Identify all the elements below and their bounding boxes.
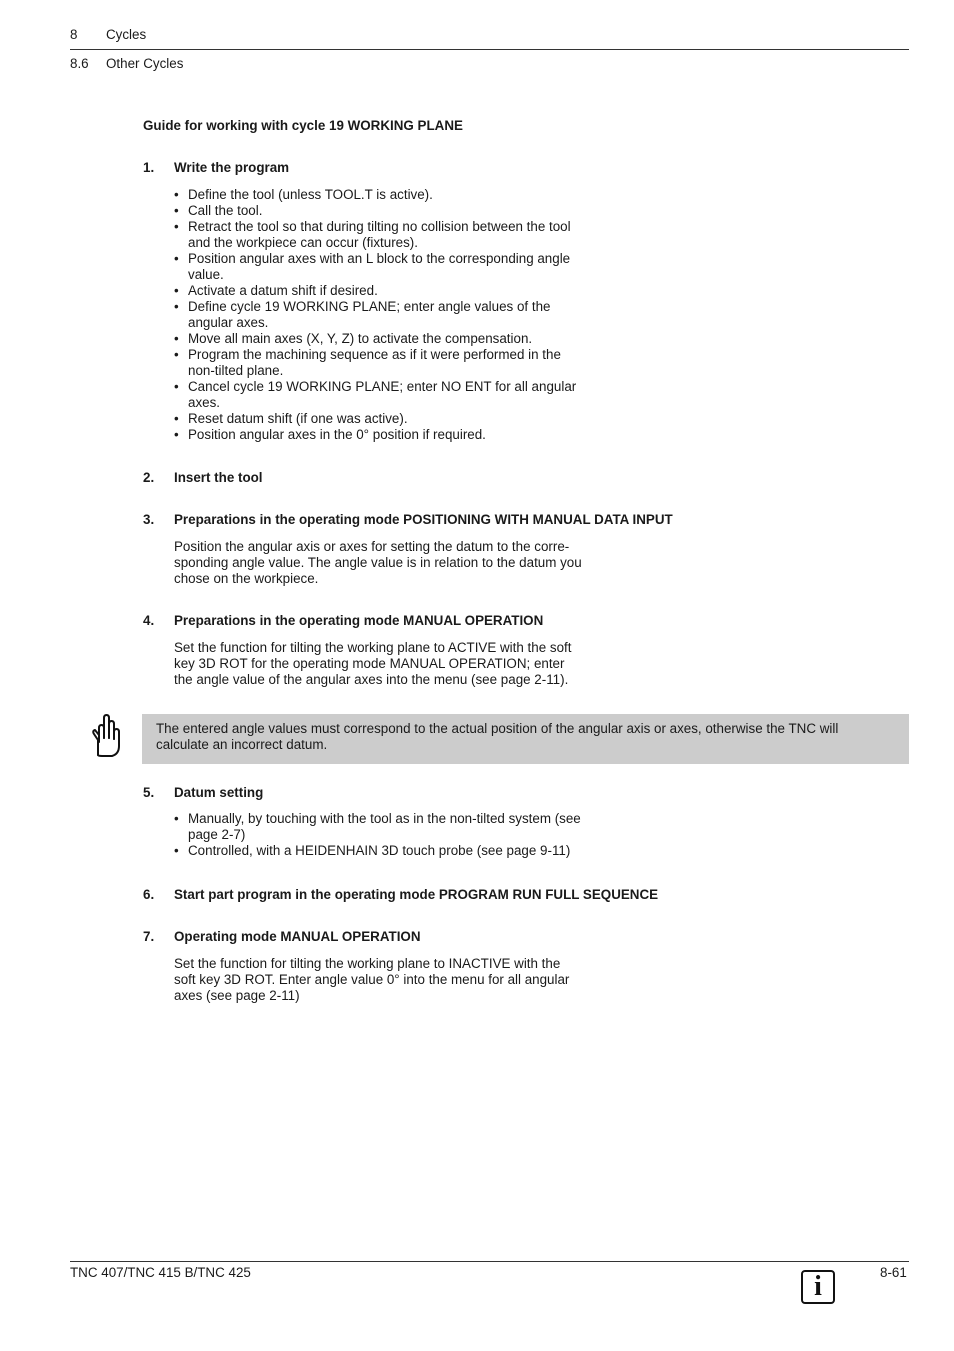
- list-item: • Position angular axes in the 0° position if required.: [174, 427, 634, 443]
- list-item: • Cancel cycle 19 WORKING PLANE; enter NO ENT for all angular axes.: [174, 379, 634, 411]
- step-title: Insert the tool: [174, 470, 263, 485]
- info-icon: i: [801, 1270, 835, 1304]
- pointing-hand-icon: [90, 714, 122, 760]
- step-number: 5.: [143, 785, 155, 800]
- list-item: • Call the tool.: [174, 203, 634, 219]
- step-5-bullet-list: [174, 811, 634, 859]
- step-title: Preparations in the operating mode POSITIONING WITH MANUAL DATA INPUT: [174, 512, 673, 527]
- step-number: 1.: [143, 160, 155, 175]
- footer-model: TNC 407/TNC 415 B/TNC 425: [70, 1265, 251, 1280]
- step-title: Start part program in the operating mode PROGRAM RUN FULL SEQUENCE: [174, 887, 659, 902]
- header-rule: [70, 49, 909, 50]
- running-header-section: [70, 56, 183, 72]
- chapter-title: Cycles: [106, 27, 147, 42]
- list-item: • Define cycle 19 WORKING PLANE; enter angle values of the angular axes.: [174, 299, 634, 331]
- step-number: 3.: [143, 512, 155, 527]
- step-number: 6.: [143, 887, 155, 902]
- list-item: • Program the machining sequence as if it were performed in the non-tilted plane.: [174, 347, 634, 379]
- step-number: 2.: [143, 470, 155, 485]
- step-title: Datum setting: [174, 785, 264, 800]
- list-item: • Move all main axes (X, Y, Z) to activate the compensation.: [174, 331, 634, 347]
- step-number: 7.: [143, 929, 155, 944]
- footer-rule: [70, 1261, 909, 1262]
- note-text: The entered angle values must correspond to the actual position of the angular axis or axes, otherwise the TNC will calculate an incorrect datum.: [156, 721, 839, 752]
- guide-title: Guide for working with cycle 19 WORKING PLANE: [143, 118, 463, 133]
- list-item: • Controlled, with a HEIDENHAIN 3D touch probe (see page 9-11): [174, 843, 634, 859]
- running-header-chapter: [70, 27, 146, 43]
- list-item: • Reset datum shift (if one was active).: [174, 411, 634, 427]
- step-title: Operating mode MANUAL OPERATION: [174, 929, 421, 944]
- page-number: 8-61: [880, 1265, 907, 1280]
- list-item: • Define the tool (unless TOOL.T is active).: [174, 187, 634, 203]
- section-title: Other Cycles: [106, 56, 184, 71]
- step-4-paragraph: Set the function for tilting the working plane to ACTIVE with the soft key 3D ROT for the operating mode MANUAL OPERATION; enter the angle value of the angular axes into the menu (see page 2-11).: [174, 640, 572, 687]
- step-1-bullet-list: [174, 187, 634, 443]
- note-box: [142, 714, 909, 764]
- list-item: • Retract the tool so that during tilting no collision between the tool and the workpiece can occur (fixtures).: [174, 219, 634, 251]
- section-number: 8.6: [70, 56, 89, 71]
- step-3-paragraph: Position the angular axis or axes for setting the datum to the corre- sponding angle value. The angle value is in relation to the datum you chose on the workpiece.: [174, 539, 582, 586]
- step-7-paragraph: Set the function for tilting the working plane to INACTIVE with the soft key 3D ROT. Enter angle value 0° into the menu for all angular axes (see page 2-11): [174, 956, 570, 1003]
- step-title: Preparations in the operating mode MANUAL OPERATION: [174, 613, 544, 628]
- step-number: 4.: [143, 613, 155, 628]
- list-item: • Manually, by touching with the tool as in the non-tilted system (see page 2-7): [174, 811, 634, 843]
- chapter-number: 8: [70, 27, 78, 42]
- step-title: Write the program: [174, 160, 290, 175]
- list-item: • Position angular axes with an L block to the corresponding angle value.: [174, 251, 634, 283]
- list-item: • Activate a datum shift if desired.: [174, 283, 634, 299]
